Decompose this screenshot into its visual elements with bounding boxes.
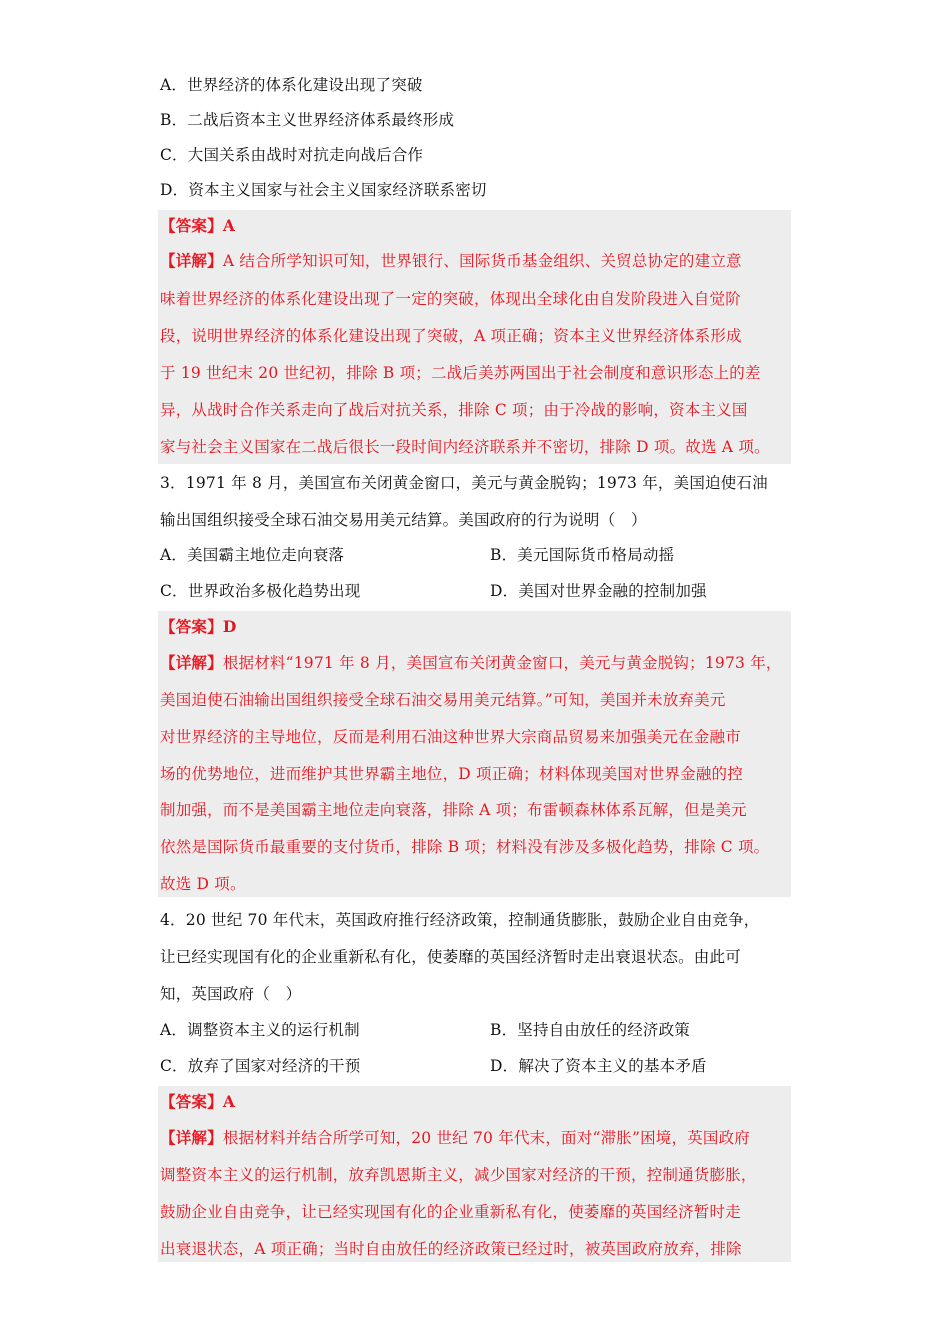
- answer-label: 【答案】: [160, 617, 223, 636]
- q3-stem-line: 3．1971 年 8 月，美国宣布关闭黄金窗口，美元与黄金脱钩；1973 年，美国迫使石油: [160, 474, 768, 492]
- q2-detail-line: 段，说明世界经济的体系化建设出现了突破，A 项正确；资本主义世界经济体系形成: [160, 327, 742, 345]
- q3-detail-line: 制加强，而不是美国霸主地位走向衰落，排除 A 项；布雷顿森林体系瓦解，但是美元: [160, 801, 747, 819]
- answer-value: A: [222, 216, 236, 235]
- q2-option-b: B．二战后资本主义世界经济体系最终形成: [160, 111, 455, 129]
- answer-label: 【答案】: [160, 1092, 223, 1111]
- q4-detail-line: [160, 1126, 750, 1150]
- answer-label: 【答案】: [160, 216, 223, 235]
- detail-text: 根据材料“1971 年 8 月，美国宣布关闭黄金窗口，美元与黄金脱钩；1973 年，: [222, 654, 782, 672]
- detail-label: 【详解】: [160, 1128, 223, 1147]
- q3-detail-line: 对世界经济的主导地位，反而是利用石油这种世界大宗商品贸易来加强美元在金融市: [160, 728, 741, 746]
- detail-text: 根据材料并结合所学可知，20 世纪 70 年代末，面对“滞胀”困境，英国政府: [222, 1129, 750, 1147]
- q4-detail-line: 鼓励企业自由竞争，让已经实现国有化的企业重新私有化，使萎靡的英国经济暂时走: [160, 1203, 741, 1221]
- q4-option-c: C．放弃了国家对经济的干预: [160, 1057, 361, 1075]
- q3-option-d: D．美国对世界金融的控制加强: [490, 582, 707, 600]
- q2-detail-line: 家与社会主义国家在二战后很长一段时间内经济联系并不密切，排除 D 项。故选 A 项。: [160, 438, 770, 456]
- q2-detail-line: 于 19 世纪末 20 世纪初，排除 B 项；二战后美苏两国出于社会制度和意识形态上的差: [160, 364, 761, 382]
- q4-option-b: B．坚持自由放任的经济政策: [490, 1021, 690, 1039]
- answer-value: D: [222, 617, 237, 636]
- detail-label: 【详解】: [160, 653, 223, 672]
- q3-detail-line: [160, 651, 782, 675]
- q4-answer: [160, 1090, 235, 1114]
- answer-value: A: [222, 1092, 236, 1111]
- q4-option-a: A．调整资本主义的运行机制: [160, 1021, 360, 1039]
- q3-detail-line: 依然是国际货币最重要的支付货币，排除 B 项；材料没有涉及多极化趋势，排除 C 项。: [160, 838, 770, 856]
- q2-option-c: C．大国关系由战时对抗走向战后合作: [160, 146, 424, 164]
- q4-option-d: D．解决了资本主义的基本矛盾: [490, 1057, 707, 1075]
- q2-option-a: A．世界经济的体系化建设出现了突破: [160, 76, 423, 94]
- q2-detail-line: 异，从战时合作关系走向了战后对抗关系，排除 C 项；由于冷战的影响，资本主义国: [160, 401, 748, 419]
- q4-stem-line: 4．20 世纪 70 年代末，英国政府推行经济政策，控制通货膨胀，鼓励企业自由竞争，: [160, 911, 760, 929]
- q3-option-b: B．美元国际货币格局动摇: [490, 546, 675, 564]
- q4-stem-line: 让已经实现国有化的企业重新私有化，使萎靡的英国经济暂时走出衰退状态。由此可: [160, 948, 741, 966]
- q3-stem-line: 输出国组织接受全球石油交易用美元结算。美国政府的行为说明（ ）: [160, 511, 647, 529]
- q3-detail-line: 美国迫使石油输出国组织接受全球石油交易用美元结算。”可知，美国并未放弃美元: [160, 691, 726, 709]
- detail-label: 【详解】: [160, 251, 223, 270]
- q2-detail-line: [160, 249, 742, 273]
- q4-detail-line: 出衰退状态，A 项正确；当时自由放任的经济政策已经过时，被英国政府放弃，排除: [160, 1240, 742, 1258]
- q3-option-c: C．世界政治多极化趋势出现: [160, 582, 361, 600]
- q2-option-d: D．资本主义国家与社会主义国家经济联系密切: [160, 181, 487, 199]
- q3-option-a: A．美国霸主地位走向衰落: [160, 546, 345, 564]
- q2-answer: [160, 214, 235, 238]
- q4-stem-line: 知，英国政府（ ）: [160, 985, 302, 1003]
- detail-text: A 结合所学知识可知，世界银行、国际货币基金组织、关贸总协定的建立意: [222, 252, 742, 270]
- q3-detail-line: 故选 D 项。: [160, 875, 246, 893]
- q3-detail-line: 场的优势地位，进而维护其世界霸主地位，D 项正确；材料体现美国对世界金融的控: [160, 765, 743, 783]
- q3-answer: [160, 615, 236, 639]
- q2-detail-line: 味着世界经济的体系化建设出现了一定的突破，体现出全球化由自发阶段进入自觉阶: [160, 290, 741, 308]
- q4-detail-line: 调整资本主义的运行机制，放弃凯恩斯主义，减少国家对经济的干预，控制通货膨胀，: [160, 1166, 757, 1184]
